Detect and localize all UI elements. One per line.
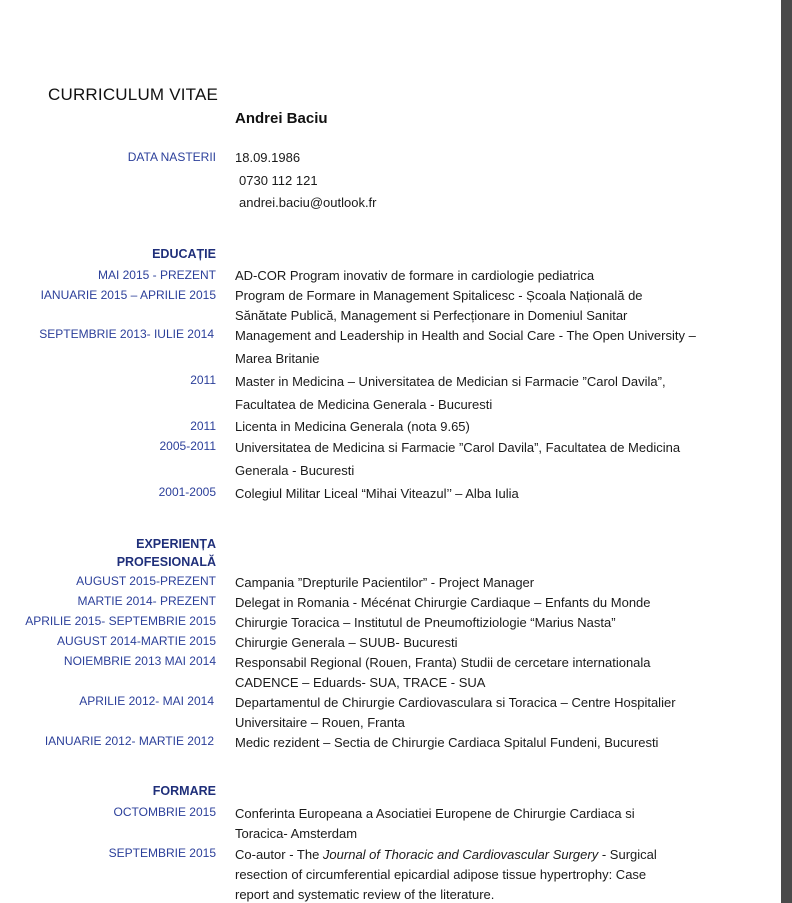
experience-date: MARTIE 2014- PREZENT bbox=[77, 594, 216, 608]
training-line: resection of circumferential epicardial adipose tissue hypertrophy: Case bbox=[235, 867, 647, 882]
experience-date: AUGUST 2014-MARTIE 2015 bbox=[57, 634, 216, 648]
viewer-scrollbar[interactable] bbox=[781, 0, 792, 903]
coauthor-prefix: Co-autor - The bbox=[235, 847, 323, 862]
education-date: MAI 2015 - PREZENT bbox=[97, 268, 216, 282]
phone-number: 0730 112 121 bbox=[239, 173, 318, 188]
education-line: Facultatea de Medicina Generala - Bucuresti bbox=[235, 397, 493, 412]
education-line: Colegiul Militar Liceal “Mihai Viteazul’’ – Alba Iulia bbox=[235, 486, 519, 501]
education-line: AD-COR Program inovativ de formare in cardiologie pediatrica bbox=[235, 268, 595, 283]
experience-line: Departamentul de Chirurgie Cardiovasculara si Toracica – Centre Hospitalier bbox=[235, 695, 676, 710]
education-line: Generala - Bucuresti bbox=[235, 463, 355, 478]
education-line: Universitatea de Medicina si Farmacie ”Carol Davila”, Facultatea de Medicina bbox=[235, 440, 681, 455]
experience-date: APRILIE 2012- MAI 2014 bbox=[79, 694, 214, 708]
education-line: Sănătate Publică, Management si Perfecționare in Domeniul Sanitar bbox=[235, 308, 628, 323]
training-line: report and systematic review of the literature. bbox=[235, 887, 495, 902]
email-address: andrei.baciu@outlook.fr bbox=[239, 195, 377, 210]
document-title: CURRICULUM VITAE bbox=[48, 85, 219, 104]
experience-heading: EXPERIENȚA bbox=[136, 537, 216, 551]
education-date: SEPTEMBRIE 2013- IULIE 2014 bbox=[39, 327, 214, 341]
training-date: OCTOMBRIE 2015 bbox=[113, 805, 216, 819]
education-heading: EDUCAȚIE bbox=[152, 247, 216, 261]
education-line: Marea Britanie bbox=[235, 351, 320, 366]
education-date: 2005-2011 bbox=[159, 439, 216, 453]
experience-line: CADENCE – Eduards- SUA, TRACE - SUA bbox=[235, 675, 486, 690]
experience-date: IANUARIE 2012- MARTIE 2012 bbox=[44, 734, 214, 748]
experience-heading: PROFESIONALĂ bbox=[116, 555, 216, 569]
experience-date: AUGUST 2015-PREZENT bbox=[76, 574, 216, 588]
experience-line: Universitaire – Rouen, Franta bbox=[235, 715, 405, 730]
birth-date-value: 18.09.1986 bbox=[235, 150, 301, 165]
experience-date: APRILIE 2015- SEPTEMBRIE 2015 bbox=[25, 614, 216, 628]
experience-date: NOIEMBRIE 2013 MAI 2014 bbox=[63, 654, 216, 668]
training-line bbox=[235, 847, 657, 862]
birth-date-label: DATA NASTERII bbox=[127, 150, 216, 164]
experience-line: Delegat in Romania - Mécénat Chirurgie Cardiaque – Enfants du Monde bbox=[235, 595, 651, 610]
education-line: Program de Formare in Management Spitalicesc - Școala Națională de bbox=[235, 288, 643, 303]
training-date: SEPTEMBRIE 2015 bbox=[108, 846, 216, 860]
education-line: Licenta in Medicina Generala (nota 9.65) bbox=[235, 419, 470, 434]
experience-line: Chirurgie Generala – SUUB- Bucuresti bbox=[235, 635, 458, 650]
training-line: Toracica- Amsterdam bbox=[235, 826, 358, 841]
education-date: 2011 bbox=[190, 419, 216, 433]
experience-line: Responsabil Regional (Rouen, Franta) Studii de cercetare internationala bbox=[235, 655, 651, 670]
education-date: 2001-2005 bbox=[158, 485, 216, 499]
person-name: Andrei Baciu bbox=[235, 110, 328, 127]
journal-title: Journal of Thoracic and Cardiovascular Surgery bbox=[322, 847, 599, 862]
training-line: Conferinta Europeana a Asociatiei Europene de Chirurgie Cardiaca si bbox=[235, 806, 635, 821]
coauthor-suffix: - Surgical bbox=[598, 847, 657, 862]
education-date: 2011 bbox=[190, 373, 216, 387]
education-date: IANUARIE 2015 – APRILIE 2015 bbox=[40, 288, 216, 302]
education-line: Master in Medicina – Universitatea de Medician si Farmacie ”Carol Davila”, bbox=[235, 374, 666, 389]
training-heading: FORMARE bbox=[152, 784, 216, 798]
experience-line: Chirurgie Toracica – Institutul de Pneumoftiziologie “Marius Nasta” bbox=[235, 615, 616, 630]
experience-line: Campania ”Drepturile Pacientilor” - Project Manager bbox=[235, 575, 535, 590]
education-line: Management and Leadership in Health and Social Care - The Open University – bbox=[235, 328, 696, 343]
experience-line: Medic rezident – Sectia de Chirurgie Cardiaca Spitalul Fundeni, Bucuresti bbox=[235, 735, 659, 750]
